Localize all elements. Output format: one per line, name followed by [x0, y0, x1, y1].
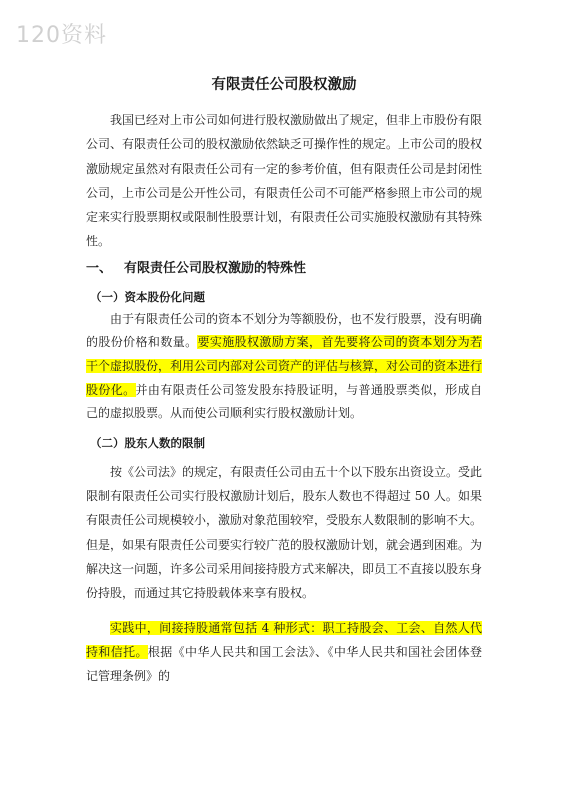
paragraph-text: 由于有限责任公司的资本不划分为等额股份，也不发行股票，没有明确的股份价格和数量。 [86, 311, 483, 350]
subsection-1-heading: （一）资本股份化问题 [90, 289, 205, 304]
highlighted-text: 实践中，间接持股通常包括 4 种形式：职工持股会、工会、自然人代持和信托。 [86, 620, 482, 659]
paragraph-text: 根据《中华人民共和国工会法》、《中华人民共和国社会团体登记管理条例》的 [86, 644, 482, 684]
subsection-2-paragraph-1: 按《公司法》的规定，有限责任公司由五十个以下股东出资设立。受此限制有限责任公司实行股权激励计划后，股东人数也不得超过 50 人。如果有限责任公司规模较小，激励对象范围较窄，受股东人数限制的影响不大。但是，如果有限责任公司要实行较广范的股权激励计划，就会遇到困难。为解决这一问题，许多公司采用间接持股方式来解决，即员工不直接以股东身份持股，而通过其它持股载体来享有股权。 [86, 464, 483, 601]
highlighted-text: 要实施股权激励方案，首先要将公司的资本划分为若干个虚拟股份，利用公司内部对公司资产的评估与核算，对公司的资本进行股份化。 [86, 335, 483, 397]
intro-paragraph: 我国已经对上市公司如何进行股权激励做出了规定，但非上市股份有限公司、有限责任公司的股权激励依然缺乏可操作性的规定。上市公司的股权激励规定虽然对有限责任公司有一定的参考价值，但有限责任公司是封闭性公司，上市公司是公开性公司，有限责任公司不可能严格参照上市公司的规定来实行股票期权或限制性股票计划，有限责任公司实施股权激励有其特殊性。 [86, 113, 483, 249]
section-1-number: 一、 [86, 260, 113, 276]
subsection-2-heading: （二）股东人数的限制 [90, 435, 205, 450]
section-1-title: 有限责任公司股权激励的特殊性 [124, 260, 307, 276]
section-1-heading [86, 256, 482, 282]
document-body [86, 72, 482, 688]
subsection-1-paragraph [86, 308, 482, 426]
paragraph-text: 并由有限责任公司签发股东持股证明，与普通股票类似，形成自己的虚拟股票。从而使公司顺利实行股权激励计划。 [86, 382, 482, 421]
document-title: 有限责任公司股权激励 [211, 77, 357, 93]
watermark-logo: 120资料 [16, 23, 107, 48]
subsection-2-paragraph-2 [86, 616, 482, 689]
